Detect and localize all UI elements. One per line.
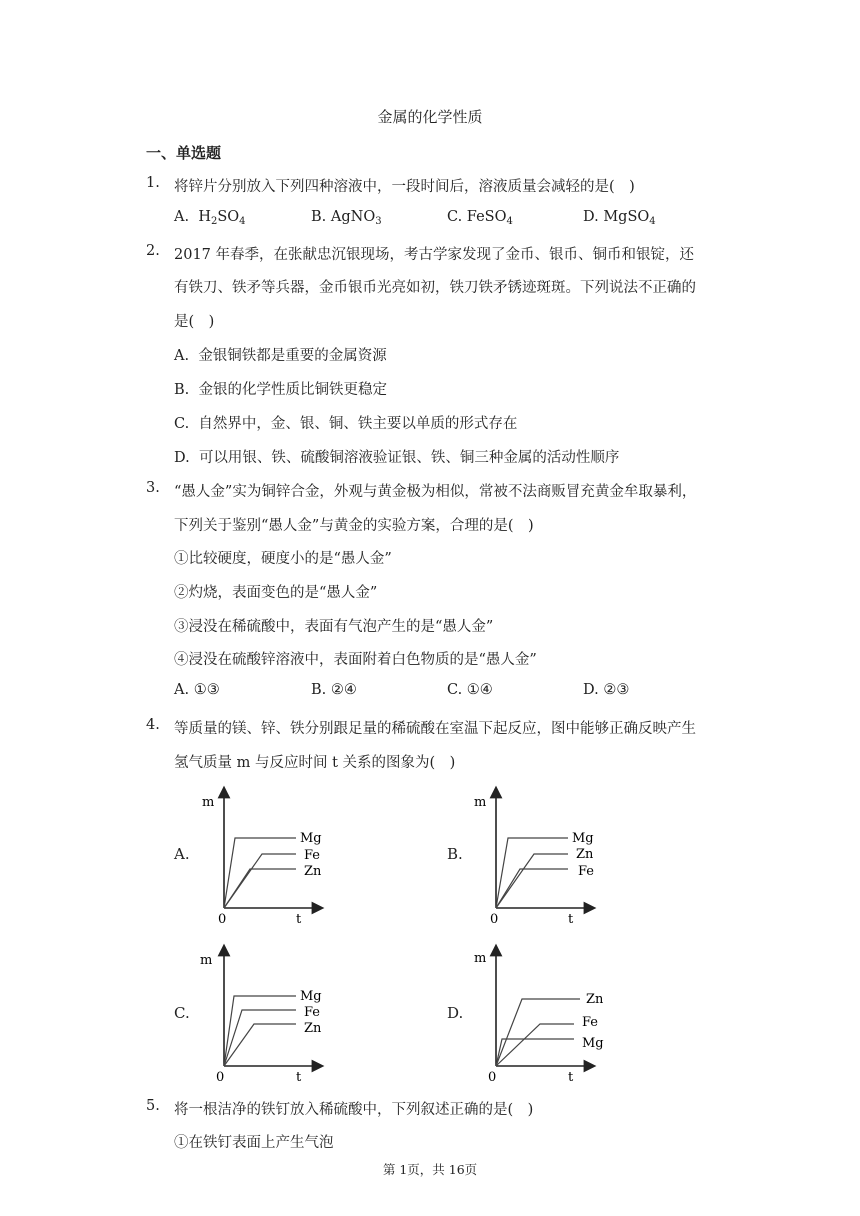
question-4-line-2: 氢气质量 m 与反应时间 t 关系的图象为( ): [174, 755, 456, 771]
question-3-line-1: “愚人金”实为铜锌合金，外观与黄金极为相似，常被不法商贩冒充黄金牟取暴利，: [174, 484, 697, 500]
series-line-zn: [224, 869, 296, 908]
series-label-3: Mg: [582, 1036, 604, 1051]
series-label-3: Fe: [578, 864, 595, 879]
question-number-5: 5.: [146, 1098, 160, 1114]
q4-option-d-label[interactable]: D.: [447, 1004, 464, 1022]
origin-label: 0: [488, 1070, 497, 1085]
question-1-text: 将锌片分别放入下列四种溶液中，一段时间后，溶液质量会减轻的是( ): [174, 179, 635, 195]
q3-option-d[interactable]: D. ②③: [583, 682, 630, 698]
q1-option-d-formula: MgSO$_4$: [603, 209, 656, 227]
question-3-line-3: ①比较硬度，硬度小的是“愚人金”: [174, 551, 392, 567]
q4-option-b-graph: [462, 780, 612, 928]
question-2-line-2: 有铁刀、铁矛等兵器，金币银币光亮如初，铁刀铁矛锈迹斑斑。下列说法不正确的: [174, 280, 696, 296]
q1-option-a[interactable]: [174, 209, 246, 227]
q1-option-c-label: C.: [447, 209, 463, 225]
q4-option-a-graph: [190, 780, 340, 928]
q4-option-d-graph: [462, 938, 612, 1086]
q4-option-c-label[interactable]: C.: [174, 1004, 190, 1022]
y-axis-label: m: [474, 951, 487, 966]
series-label-1: Mg: [300, 989, 322, 1004]
series-line-zn: [496, 999, 580, 1066]
series-line-zn: [224, 1024, 296, 1066]
q1-option-c[interactable]: [447, 209, 513, 227]
q1-option-c-formula: FeSO$_4$: [466, 209, 513, 227]
q4-option-b-label[interactable]: B.: [447, 845, 463, 863]
question-3-line-5: ③浸没在稀硫酸中，表面有气泡产生的是“愚人金”: [174, 619, 494, 635]
series-line-fe: [224, 1010, 296, 1066]
series-line-fe: [496, 1024, 574, 1066]
q1-option-d[interactable]: [583, 209, 656, 227]
x-axis-label: t: [568, 912, 574, 927]
question-5-line-2: ①在铁钉表面上产生气泡: [174, 1135, 334, 1151]
x-axis-label: t: [568, 1070, 574, 1085]
question-number-4: 4.: [146, 717, 160, 733]
y-axis-label: m: [200, 953, 213, 968]
series-label-2: Fe: [304, 1005, 321, 1020]
q1-option-b[interactable]: [311, 209, 382, 227]
q1-option-a-formula: $H_2SO_4$: [198, 209, 246, 227]
series-line-mg: [496, 838, 568, 908]
question-number-1: 1.: [146, 175, 160, 191]
series-label-2: Zn: [576, 847, 594, 862]
origin-label: 0: [490, 912, 499, 927]
q2-option-a[interactable]: A. 金银铜铁都是重要的金属资源: [174, 348, 387, 364]
origin-label: 0: [216, 1070, 225, 1085]
q2-option-b[interactable]: B. 金银的化学性质比铜铁更稳定: [174, 382, 387, 398]
question-4-line-1: 等质量的镁、锌、铁分别跟足量的稀硫酸在室温下起反应，图中能够正确反映产生: [174, 721, 696, 737]
question-2-line-1: 2017 年春季，在张献忠沉银现场，考古学家发现了金币、银币、铜币和银锭，还: [174, 247, 695, 263]
series-label-2: Fe: [582, 1015, 599, 1030]
series-line-mg: [496, 1039, 574, 1066]
series-label-3: Zn: [304, 1021, 322, 1036]
y-axis-label: m: [474, 795, 487, 810]
section-heading: 一、单选题: [146, 144, 222, 162]
series-line-mg: [224, 838, 296, 908]
series-label-2: Fe: [304, 848, 321, 863]
question-5-line-1: 将一根洁净的铁钉放入稀硫酸中，下列叙述正确的是( ): [174, 1102, 534, 1118]
q1-option-d-label: D.: [583, 209, 599, 225]
q2-option-c[interactable]: C. 自然界中，金、银、铜、铁主要以单质的形式存在: [174, 416, 518, 432]
series-label-1: Zn: [586, 992, 604, 1007]
question-3-line-2: 下列关于鉴别“愚人金”与黄金的实验方案，合理的是( ): [174, 518, 534, 534]
q1-option-a-label: A.: [174, 209, 190, 225]
origin-label: 0: [218, 912, 227, 927]
question-3-line-6: ④浸没在硫酸锌溶液中，表面附着白色物质的是“愚人金”: [174, 652, 537, 668]
series-line-zn: [496, 854, 568, 908]
question-2-line-3: 是( ): [174, 314, 215, 330]
question-3-line-4: ②灼烧，表面变色的是“愚人金”: [174, 585, 378, 601]
series-line-fe: [224, 854, 296, 908]
q3-option-b[interactable]: B. ②④: [311, 682, 357, 698]
q1-option-b-label: B.: [311, 209, 327, 225]
q2-option-d[interactable]: D. 可以用银、铁、硫酸铜溶液验证银、铁、铜三种金属的活动性顺序: [174, 450, 620, 466]
page-title: 金属的化学性质: [377, 108, 483, 126]
y-axis-label: m: [202, 795, 215, 810]
x-axis-label: t: [296, 1070, 302, 1085]
series-label-1: Mg: [300, 831, 322, 846]
page-footer: 第 1页，共 16页: [382, 1162, 478, 1177]
q3-option-a[interactable]: A. ①③: [174, 682, 220, 698]
q1-option-b-formula: AgNO$_3$: [330, 209, 382, 227]
question-number-3: 3.: [146, 480, 160, 496]
q4-option-c-graph: [190, 938, 340, 1086]
series-line-fe: [496, 869, 568, 908]
q4-option-a-label[interactable]: A.: [174, 845, 190, 863]
q3-option-c[interactable]: C. ①④: [447, 682, 493, 698]
series-label-3: Zn: [304, 864, 322, 879]
x-axis-label: t: [296, 912, 302, 927]
question-number-2: 2.: [146, 243, 160, 259]
series-label-1: Mg: [572, 831, 594, 846]
